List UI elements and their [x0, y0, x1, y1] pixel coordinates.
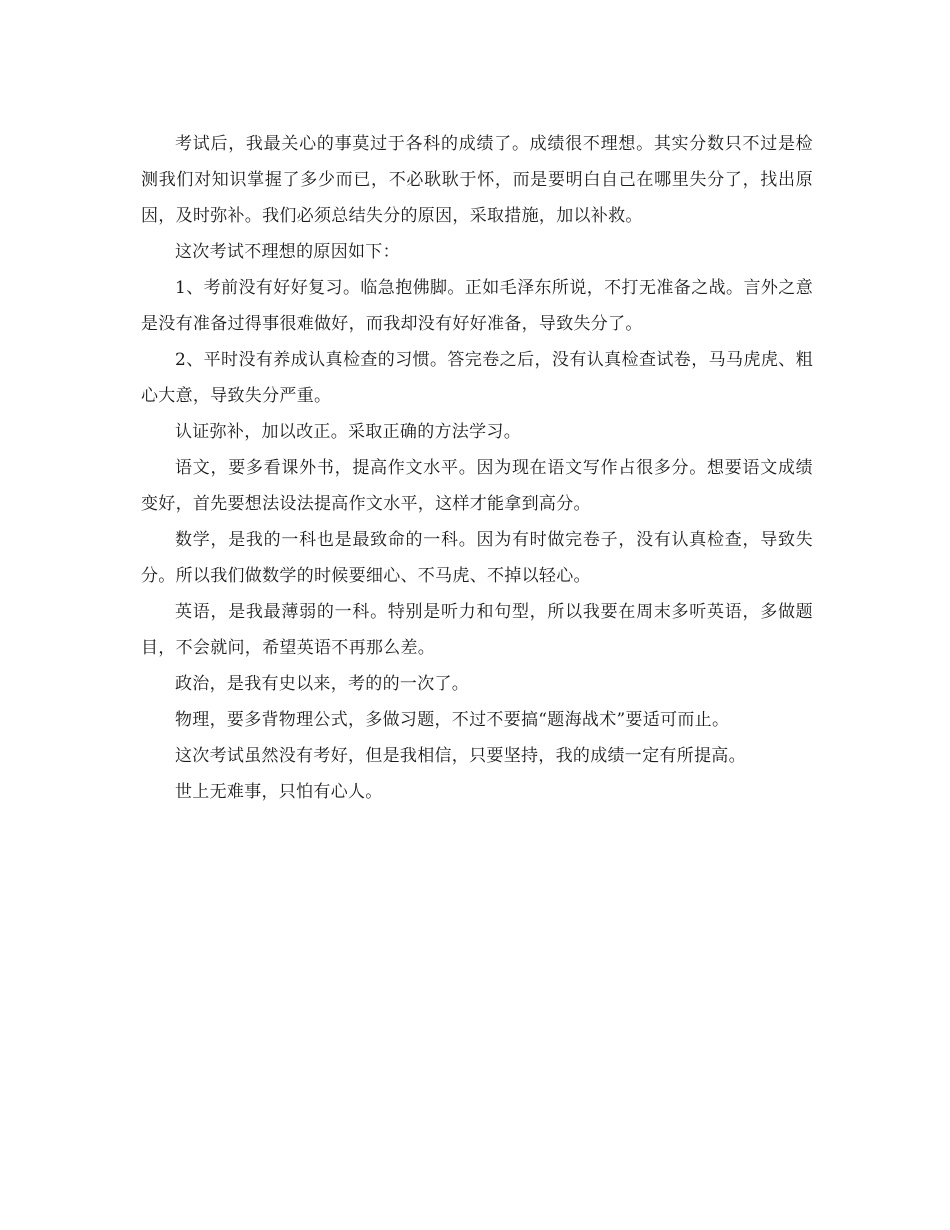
paragraph-math: 数学，是我的一科也是最致命的一科。因为有时做完卷子，没有认真检查，导致失分。所以我们做数学的时候要细心、不马虎、不掉以轻心。	[141, 530, 813, 586]
paragraph-english: 英语，是我最薄弱的一科。特别是听力和句型，所以我要在周末多听英语，多做题目，不会就问，希望英语不再那么差。	[141, 602, 813, 658]
paragraph-physics: 物理，要多背物理公式，多做习题，不过不要搞“题海战术”要适可而止。	[175, 710, 730, 730]
paragraph-conclusion: 这次考试虽然没有考好，但是我相信，只要坚持，我的成绩一定有所提高。	[175, 746, 746, 766]
paragraph-politics: 政治，是我有史以来，考的的一次了。	[175, 674, 470, 694]
paragraph-reason-1: 1、考前没有好好复习。临急抱佛脚。正如毛泽东所说，不打无准备之战。言外之意是没有准备过得事很难做好，而我却没有好好准备，导致失分了。	[141, 278, 813, 334]
paragraph-reason-2: 2、平时没有养成认真检查的习惯。答完卷之后，没有认真检查试卷，马马虎虎、粗心大意，导致失分严重。	[141, 350, 813, 406]
paragraph-reasons-heading: 这次考试不理想的原因如下：	[175, 242, 400, 262]
paragraph-intro: 考试后，我最关心的事莫过于各科的成绩了。成绩很不理想。其实分数只不过是检测我们对知识掌握了多少而已，不必耿耿于怀，而是要明白自己在哪里失分了，找出原因，及时弥补。我们必须总结失分的原因，采取措施，加以补救。	[141, 134, 813, 226]
paragraph-closing-proverb: 世上无难事，只怕有心人。	[175, 782, 383, 802]
paragraph-chinese: 语文，要多看课外书，提高作文水平。因为现在语文写作占很多分。想要语文成绩变好，首先要想法设法提高作文水平，这样才能拿到高分。	[141, 458, 813, 514]
paragraph-remedy: 认证弥补，加以改正。采取正确的方法学习。	[175, 422, 521, 442]
document-body	[141, 126, 813, 810]
